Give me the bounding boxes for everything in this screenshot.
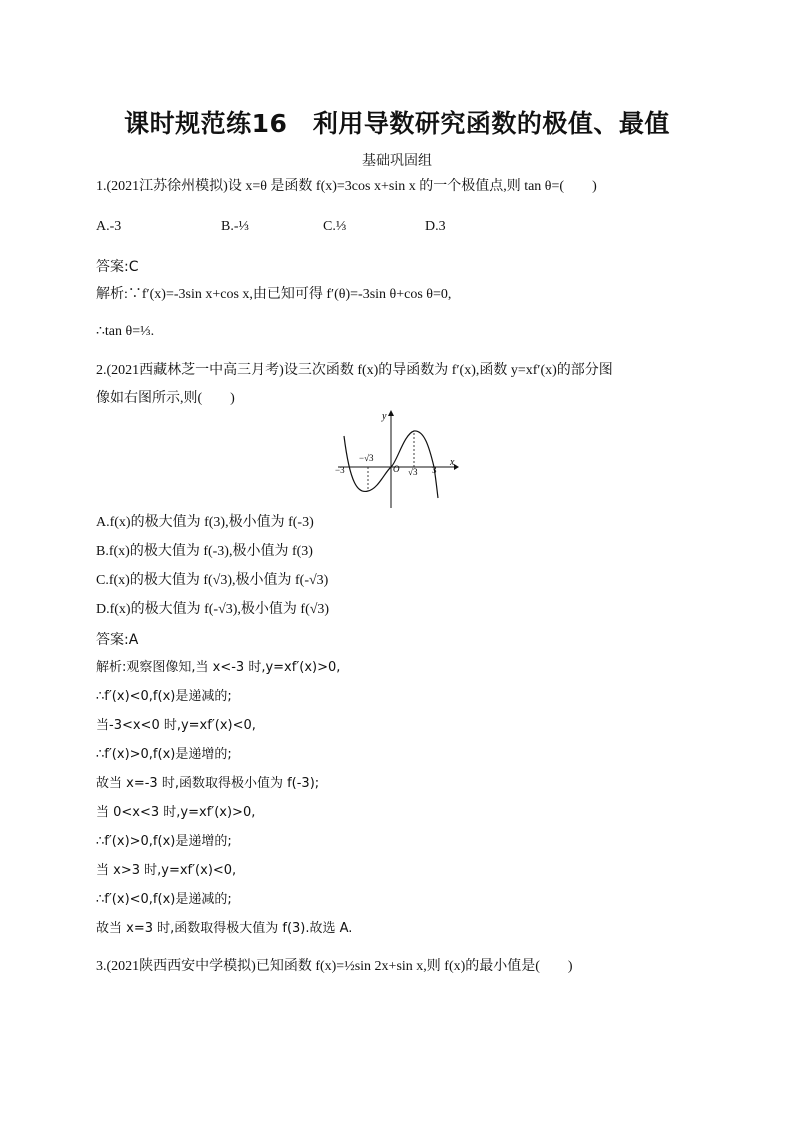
- q1-option-a: A.-3: [96, 219, 122, 234]
- y-label: y: [382, 411, 387, 422]
- q2-analysis-line: ∴f′(x)>0,f(x)是递增的;: [96, 747, 232, 762]
- question-2-stem-cont: 像如右图所示,则( ): [96, 391, 235, 406]
- tick-label-neg3: −3: [335, 465, 345, 475]
- q1-option-b: B.-⅓: [221, 219, 249, 234]
- q2-option-d: D.f(x)的极大值为 f(-√3),极小值为 f(√3): [96, 602, 330, 617]
- tick-label-3: 3: [432, 465, 437, 475]
- q1-option-d: D.3: [425, 219, 446, 234]
- q2-analysis-line: 故当 x=3 时,函数取得极大值为 f(3).故选 A.: [96, 921, 353, 936]
- tick-label-sqrt3: √3: [408, 467, 418, 477]
- q1-answer: 答案:C: [96, 259, 139, 275]
- q2-analysis-line: ∴f′(x)<0,f(x)是递减的;: [96, 892, 232, 907]
- function-graph: [330, 406, 465, 510]
- q2-analysis-line: ∴f′(x)>0,f(x)是递增的;: [96, 834, 232, 849]
- q2-analysis-line: 解析:观察图像知,当 x<-3 时,y=xf′(x)>0,: [96, 660, 341, 675]
- x-label: x: [450, 457, 455, 468]
- q2-analysis-line: 当 0<x<3 时,y=xf′(x)>0,: [96, 805, 256, 820]
- q1-analysis-line: 解析:∵f′(x)=-3sin x+cos x,由已知可得 f′(θ)=-3sin θ+cos θ=0,: [96, 287, 452, 302]
- page-title: 课时规范练16 利用导数研究函数的极值、最值: [124, 109, 670, 138]
- q2-analysis-line: 故当 x=-3 时,函数取得极小值为 f(-3);: [96, 776, 320, 791]
- x-axis-arrow: [454, 464, 459, 470]
- y-axis-arrow: [388, 410, 394, 416]
- q2-analysis-line: 当 x>3 时,y=xf′(x)<0,: [96, 863, 237, 878]
- question-1-stem: 1.(2021江苏徐州模拟)设 x=θ 是函数 f(x)=3cos x+sin x 的一个极值点,则 tan θ=( ): [96, 179, 597, 194]
- question-2-stem: 2.(2021西藏林芝一中高三月考)设三次函数 f(x)的导函数为 f′(x),函数 y=xf′(x)的部分图: [96, 363, 613, 378]
- origin-label: O: [393, 464, 400, 474]
- section-heading: 基础巩固组: [362, 153, 432, 169]
- q2-option-b: B.f(x)的极大值为 f(-3),极小值为 f(3): [96, 544, 313, 559]
- q2-option-c: C.f(x)的极大值为 f(√3),极小值为 f(-√3): [96, 573, 329, 588]
- tick-label-neg-sqrt3: −√3: [359, 453, 374, 463]
- q2-answer: 答案:A: [96, 632, 139, 648]
- q2-analysis-line: 当-3<x<0 时,y=xf′(x)<0,: [96, 718, 256, 733]
- question-3-stem: 3.(2021陕西西安中学模拟)已知函数 f(x)=½sin 2x+sin x,则 f(x)的最小值是( ): [96, 959, 573, 974]
- q1-option-c: C.⅓: [323, 219, 347, 234]
- q2-option-a: A.f(x)的极大值为 f(3),极小值为 f(-3): [96, 515, 314, 530]
- q2-analysis-line: ∴f′(x)<0,f(x)是递减的;: [96, 689, 232, 704]
- q1-analysis-line: ∴tan θ=⅓.: [96, 324, 155, 339]
